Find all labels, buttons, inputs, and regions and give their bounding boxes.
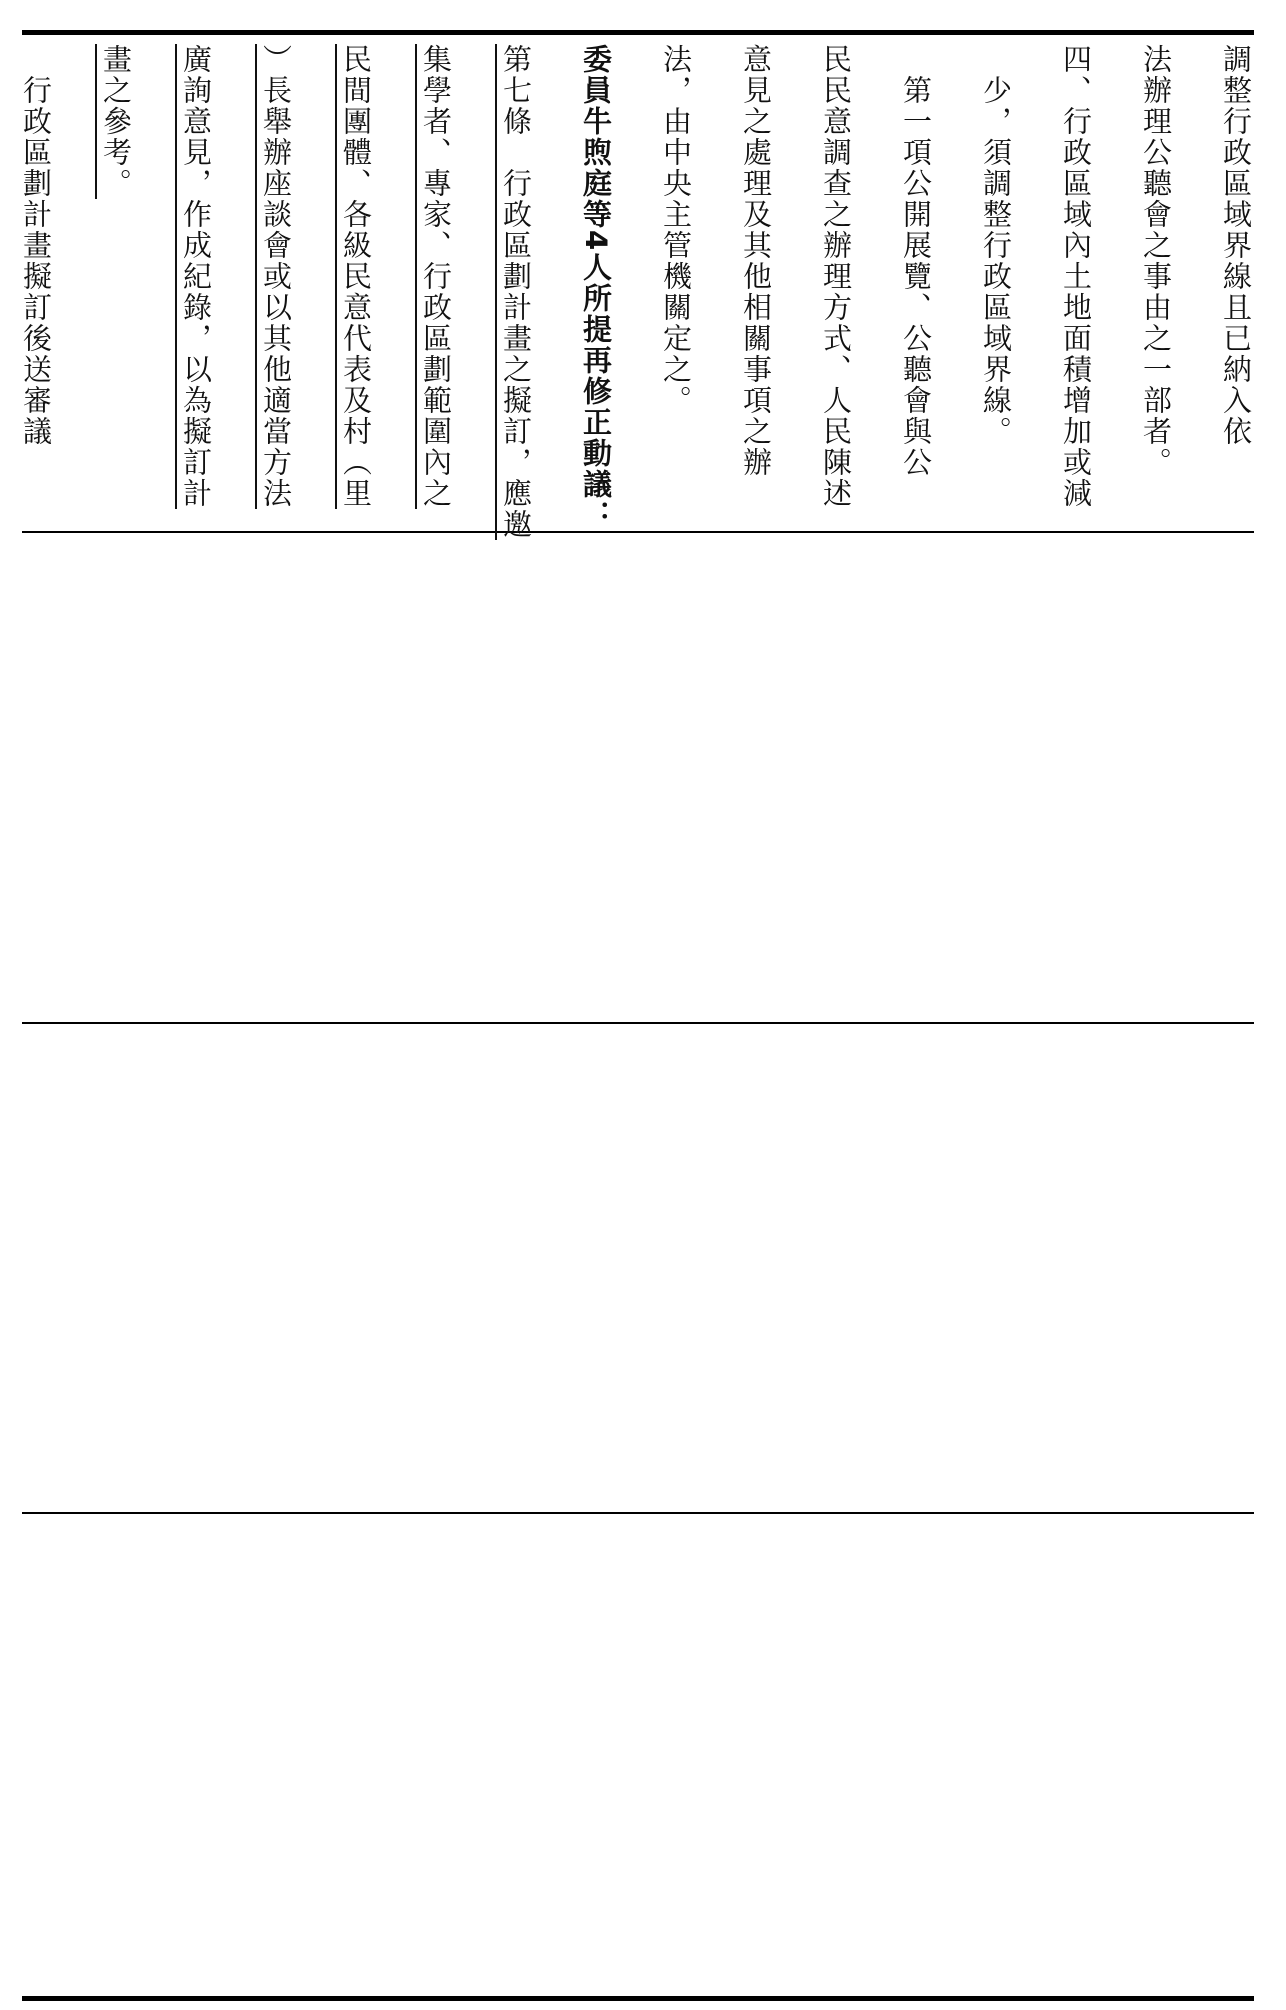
amended-text: 集學者、專家、行政區劃範圍內之 xyxy=(419,44,453,509)
text-column: 法，由中央主管機關定之。 xyxy=(659,44,693,416)
text-column: 法辦理公聽會之事由之一部者。 xyxy=(1139,44,1173,478)
text-column: 四、行政區域內土地面積增加或減 xyxy=(1059,44,1093,509)
text-column xyxy=(450,44,533,540)
text-column: 第一項公開展覽、公聽會與公 xyxy=(899,44,933,478)
text-column: 民民意調查之辦理方式、人民陳述 xyxy=(819,44,853,509)
text-column xyxy=(290,44,373,532)
top-rule xyxy=(22,30,1254,35)
amended-text: ）長舉辦座談會或以其他適當方法 xyxy=(259,44,293,509)
text-column: 調整行政區域界線且已納入依 xyxy=(1219,44,1253,447)
text-column: 少，須調整行政區域界線。 xyxy=(979,44,1013,447)
amended-text: 畫之參考。 xyxy=(99,44,133,199)
text-column: 行政區劃計畫擬訂後送審議 xyxy=(19,44,53,447)
text-column xyxy=(370,44,453,532)
text-column: 意見之處理及其他相關事項之辦 xyxy=(739,44,773,478)
motion-heading: 委員牛煦庭等4人所提再修正動議： xyxy=(579,44,613,532)
panel-divider-3 xyxy=(22,1512,1254,1514)
empty-panel-2 xyxy=(22,535,1254,1020)
amended-text: 第七條 行政區劃計畫之擬訂，應邀 xyxy=(499,44,533,540)
text-column xyxy=(130,44,213,532)
empty-panel-4 xyxy=(22,1516,1254,1994)
vertical-text-panel xyxy=(19,44,1253,540)
text-column xyxy=(50,44,133,532)
bottom-rule xyxy=(22,1996,1254,2001)
empty-panel-3 xyxy=(22,1026,1254,1510)
amended-text: 民間團體、各級民意代表及村（里 xyxy=(339,44,373,509)
amended-text: 廣詢意見，作成紀錄，以為擬訂計 xyxy=(179,44,213,509)
panel-divider-2 xyxy=(22,1022,1254,1024)
text-column xyxy=(210,44,293,532)
